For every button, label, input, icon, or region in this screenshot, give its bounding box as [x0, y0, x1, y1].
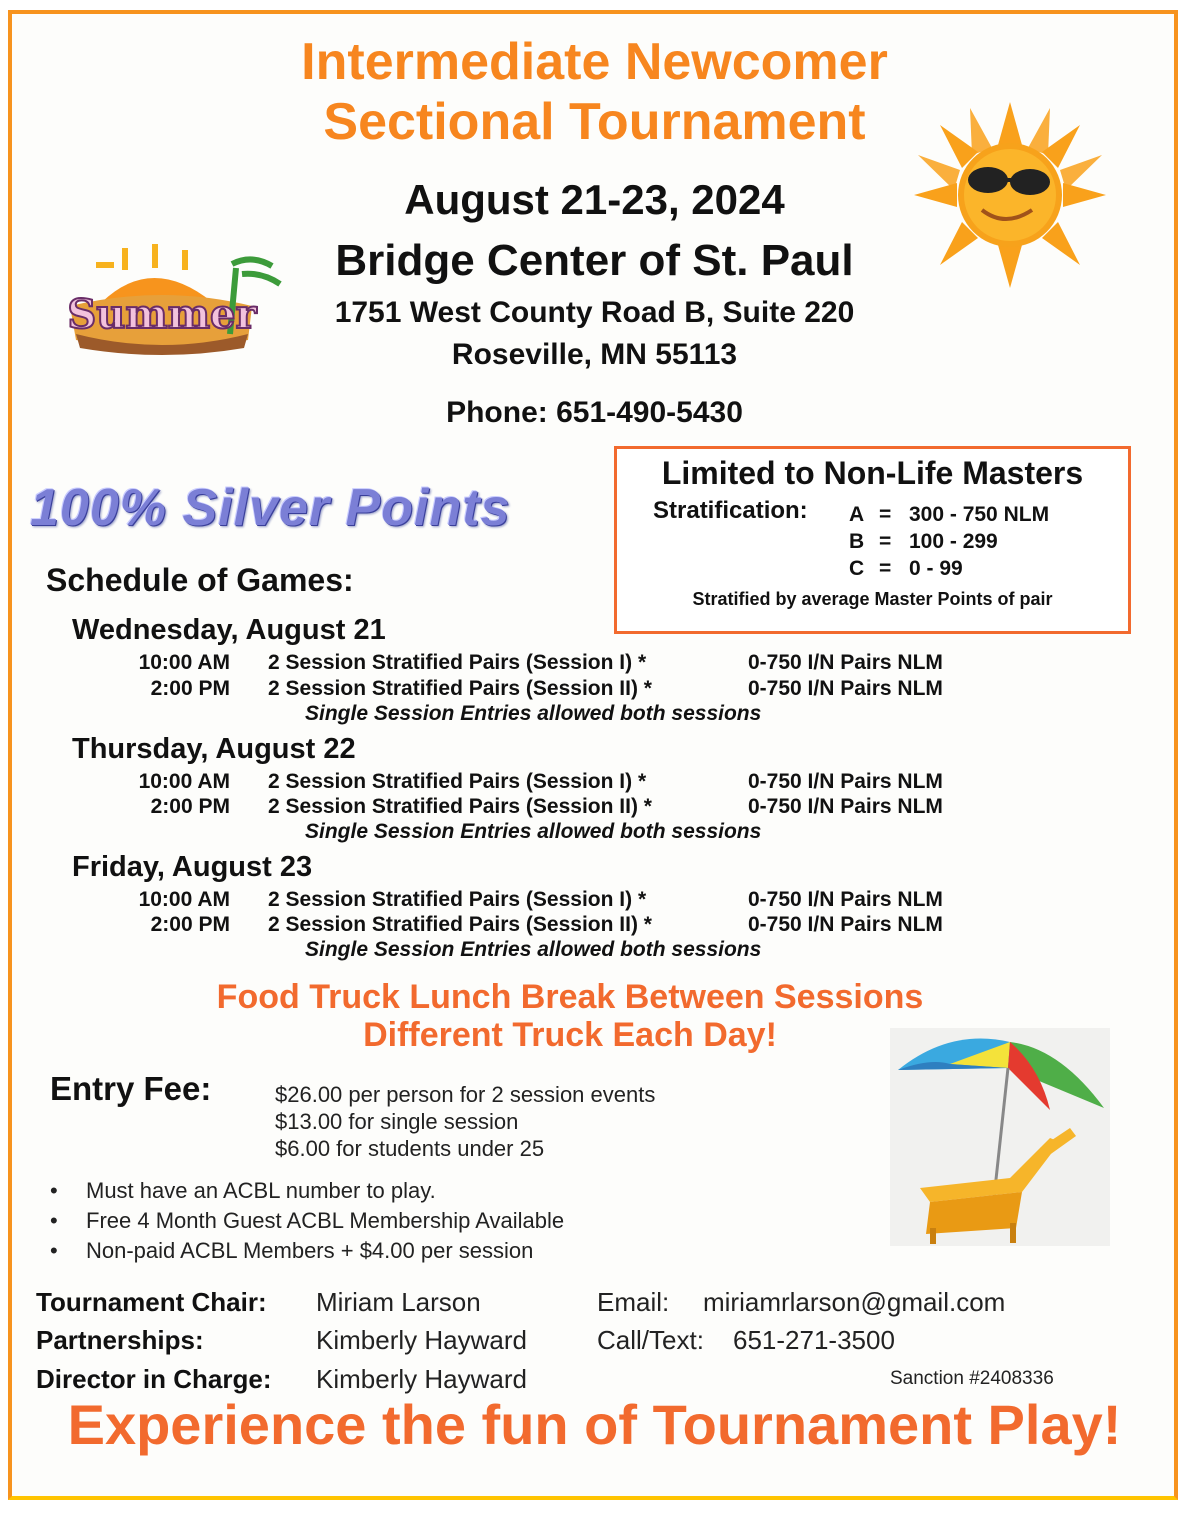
list-item: • Must have an ACBL number to play.	[50, 1178, 436, 1203]
list-item: • Free 4 Month Guest ACBL Membership Available	[50, 1208, 565, 1233]
day-heading: Thursday, August 22	[72, 733, 356, 765]
session-time: 2:00 PM	[150, 913, 230, 936]
title-line2: Sectional Tournament	[323, 93, 866, 151]
strat-list	[849, 501, 1049, 582]
partnerships-name: Kimberly Hayward	[316, 1325, 527, 1355]
limits-heading: Limited to Non-Life Masters	[661, 455, 1084, 491]
beach-umbrella-chair-icon	[890, 1028, 1110, 1246]
food-truck-line2: Different Truck Each Day!	[363, 1016, 777, 1054]
director-label: Director in Charge:	[36, 1364, 272, 1394]
director-name: Kimberly Hayward	[316, 1364, 527, 1394]
title-line1: Intermediate Newcomer	[301, 33, 888, 91]
phone: Phone: 651-490-5430	[446, 396, 743, 429]
session-event: 2 Session Stratified Pairs (Session I) *	[268, 770, 647, 793]
session-event: 2 Session Stratified Pairs (Session I) *	[268, 651, 647, 674]
session-level: 0-750 I/N Pairs NLM	[748, 651, 943, 674]
svg-text:Summer: Summer	[67, 291, 257, 338]
list-item: • Non-paid ACBL Members + $4.00 per session	[50, 1238, 534, 1263]
chair-name: Miriam Larson	[316, 1287, 481, 1317]
sun-sunglasses-icon	[910, 100, 1110, 290]
stratification-label: Stratification:	[653, 497, 808, 524]
silver-points-banner: 100% Silver Points	[30, 479, 511, 537]
session-event: 2 Session Stratified Pairs (Session II) *	[268, 677, 652, 700]
limits-box	[614, 446, 1131, 634]
fee-line: $13.00 for single session	[275, 1109, 519, 1134]
session-time: 2:00 PM	[150, 677, 230, 700]
fee-line: $6.00 for students under 25	[275, 1136, 545, 1161]
summer-logo-icon	[52, 244, 284, 358]
session-level: 0-750 I/N Pairs NLM	[748, 677, 943, 700]
session-time: 10:00 AM	[138, 888, 230, 911]
email-label: Email:	[597, 1287, 670, 1317]
session-event: 2 Session Stratified Pairs (Session II) *	[268, 795, 652, 818]
session-time: 10:00 AM	[138, 770, 230, 793]
strat-row: B = 100 - 299	[849, 530, 998, 553]
strat-row: A = 300 - 750 NLM	[849, 503, 1050, 526]
schedule-heading: Schedule of Games:	[46, 562, 354, 598]
session-event: 2 Session Stratified Pairs (Session II) *	[268, 913, 652, 936]
email-link[interactable]: miriamrlarson@gmail.com	[703, 1287, 1006, 1317]
fee-line: $26.00 per person for 2 session events	[275, 1082, 656, 1107]
session-time: 2:00 PM	[150, 795, 230, 818]
address-line2: Roseville, MN 55113	[451, 338, 738, 371]
session-time: 10:00 AM	[138, 651, 230, 674]
venue-name: Bridge Center of St. Paul	[335, 236, 854, 285]
strat-footnote: Stratified by average Master Points of pair	[692, 589, 1053, 609]
session-event: 2 Session Stratified Pairs (Session I) *	[268, 888, 647, 911]
partnerships-label: Partnerships:	[36, 1325, 204, 1355]
day-heading: Wednesday, August 21	[72, 614, 386, 646]
call-label: Call/Text:	[597, 1325, 704, 1355]
strat-row: C = 0 - 99	[849, 557, 963, 580]
tagline: Experience the fun of Tournament Play!	[67, 1393, 1122, 1456]
session-note: Single Session Entries allowed both sessions	[305, 820, 762, 843]
session-level: 0-750 I/N Pairs NLM	[748, 888, 943, 911]
session-level: 0-750 I/N Pairs NLM	[748, 770, 943, 793]
session-level: 0-750 I/N Pairs NLM	[748, 913, 943, 936]
session-note: Single Session Entries allowed both sessions	[305, 702, 762, 725]
session-level: 0-750 I/N Pairs NLM	[748, 795, 943, 818]
day-heading: Friday, August 23	[72, 851, 313, 883]
sanction-number: Sanction #2408336	[890, 1368, 1054, 1389]
call-number[interactable]: 651-271-3500	[733, 1325, 895, 1355]
food-truck-line1: Food Truck Lunch Break Between Sessions	[216, 978, 924, 1016]
address-line1: 1751 West County Road B, Suite 220	[334, 296, 855, 329]
entry-fee-label: Entry Fee:	[50, 1070, 212, 1107]
event-dates: August 21-23, 2024	[404, 176, 785, 223]
session-note: Single Session Entries allowed both sessions	[305, 938, 762, 961]
chair-label: Tournament Chair:	[36, 1287, 267, 1317]
